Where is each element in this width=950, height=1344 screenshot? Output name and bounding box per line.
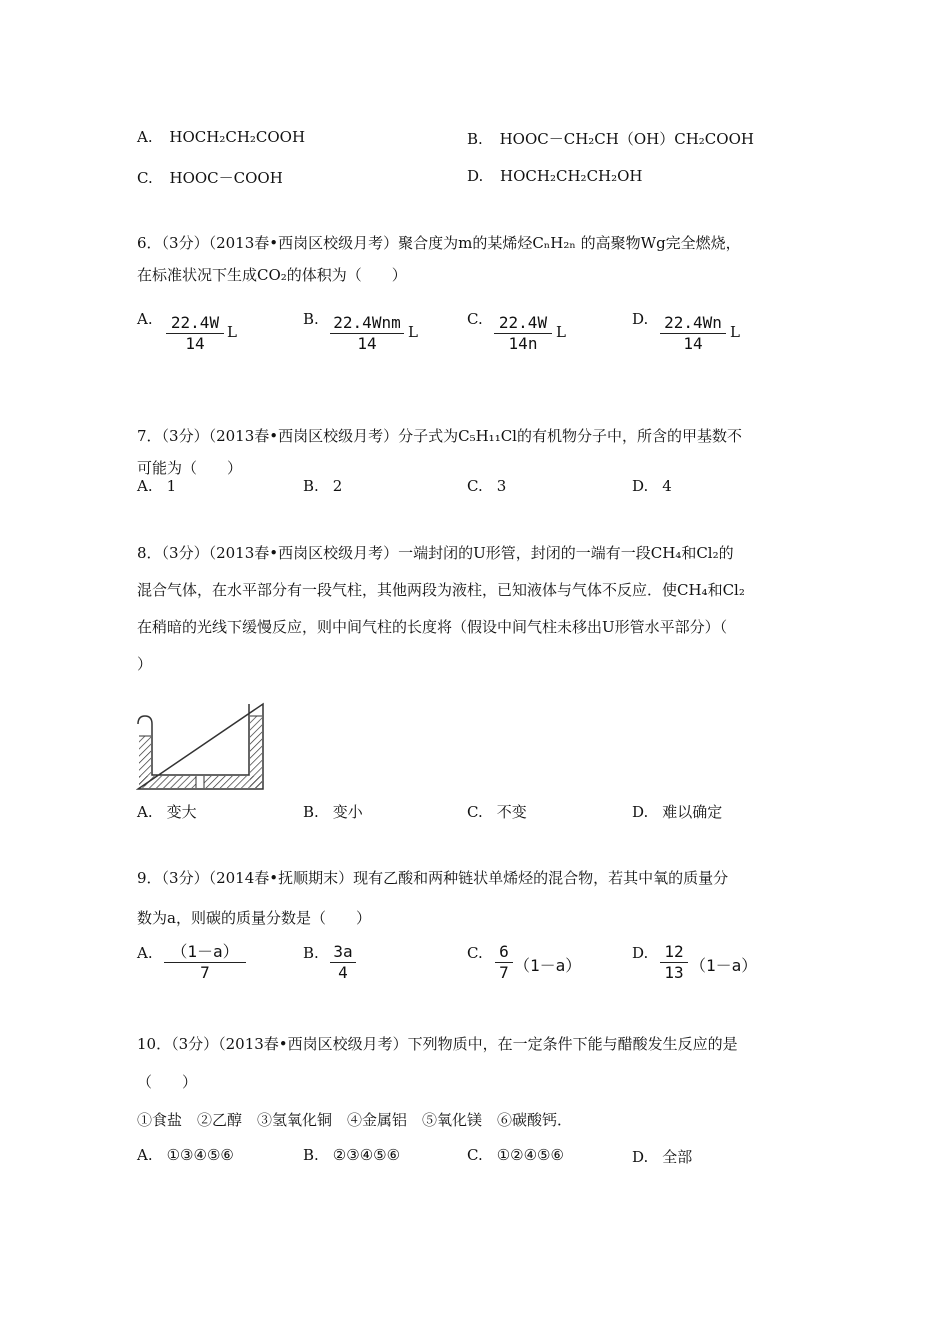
q5-option-a-text: HOCH₂CH₂COOH [169,128,306,146]
q6-option-a-unit: L [227,323,237,341]
q7-stem-line1: 7．（3分）（2013春•西岗区校级月考）分子式为C₅H₁₁Cl的有机物分子中，所含的甲基数不 [137,427,742,445]
q7-option-b: B. 2 [303,477,343,495]
q8-option-d: D. 难以确定 [632,803,723,821]
q7-option-c: C. 3 [467,477,507,495]
q5-option-b-text: HOOC－CH₂CH（OH）CH₂COOH [499,130,754,148]
q6-option-d: D. [632,310,649,328]
question-9 [137,858,817,938]
q8-option-c: C. 不变 [467,803,527,821]
q6-option-c-fraction: $\frac{22.4W}{14n}$ [494,313,552,354]
q6-option-d-fraction: $\frac{22.4Wn}{14}$ [660,313,726,354]
q7-option-a: A. 1 [137,477,177,495]
q9-option-b: B. [303,944,319,962]
q5-option-b: B. HOOC－CH₂CH（OH）CH₂COOH [467,130,754,148]
q10-option-b: B. ②③④⑤⑥ [303,1146,401,1164]
q7-option-d: D. 4 [632,477,672,495]
q5-option-c: C. HOOC－COOH [137,169,283,187]
q9-option-a: A. [137,944,153,962]
question-8 [137,535,817,683]
q8-stem-line1: 8．（3分）（2013春•西岗区校级月考）一端封闭的U形管，封闭的一端有一段CH₄和Cl₂的 [137,544,734,562]
q8-stem-line3: 在稍暗的光线下缓慢反应，则中间气柱的长度将（假设中间气柱未移出U形管水平部分）（ [137,618,728,636]
q6-stem-line2: 在标准状况下生成CO₂的体积为（ ） [137,266,407,284]
q9-option-c-fraction: $\frac{6}{7}$ [495,942,513,983]
u-tube-diagram [136,702,268,794]
q10-stem-line2: （ ） [137,1073,198,1091]
q8-option-b: B. 变小 [303,803,363,821]
q6-stem-line1: 6．（3分）（2013春•西岗区校级月考）聚合度为m的某烯烃CₙH₂ₙ 的高聚物Wg完全燃烧， [137,234,741,252]
q6-option-b: B. [303,310,319,328]
question-6 [137,227,817,291]
q5-option-a: A. HOCH₂CH₂COOH [137,128,306,146]
q9-option-d-fraction: $\frac{12}{13}$ [660,942,688,983]
q5-option-c-text: HOOC－COOH [169,169,283,187]
q6-option-d-unit: L [730,323,740,341]
q10-stem-line1: 10．（3分）（2013春•西岗区校级月考）下列物质中，在一定条件下能与醋酸发生反应的是 [137,1035,738,1053]
q6-option-b-unit: L [408,323,418,341]
q9-stem-line1: 9．（3分）（2014春•抚顺期末）现有乙酸和两种链状单烯烃的混合物，若其中氧的质量分 [137,869,729,887]
q8-stem-line4: ） [137,655,153,673]
q8-stem-line2: 混合气体，在水平部分有一段气柱，其他两段为液柱，已知液体与气体不反应．使CH₄和Cl₂ [137,581,745,599]
question-10 [137,1025,817,1139]
q6-option-a-fraction: $\frac{22.4W}{14}$ [166,313,224,354]
q5-option-d-text: HOCH₂CH₂CH₂OH [500,167,643,185]
q9-option-d-tail: （1－a） [690,956,758,975]
q8-option-a: A. 变大 [137,803,197,821]
q7-stem-line2: 可能为（ ） [137,459,243,477]
q10-option-a: A. ①③④⑤⑥ [137,1146,234,1164]
right-liquid-column [250,716,262,788]
q9-option-c-tail: （1－a） [514,956,582,975]
q9-stem-line2: 数为a，则碳的质量分数是（ ） [137,909,371,927]
q6-option-c-unit: L [556,323,566,341]
question-7 [137,420,817,484]
q10-option-d: D. 全部 [632,1148,693,1166]
q10-stem-line3: ①食盐 ②乙醇 ③氢氧化铜 ④金属铝 ⑤氧化镁 ⑥碳酸钙． [137,1111,573,1129]
q9-option-c: C. [467,944,483,962]
q6-option-c: C. [467,310,483,328]
q9-option-a-fraction: $\frac{(1-a)}{7}$ [164,942,246,983]
q9-option-b-fraction: $\frac{3a}{4}$ [330,942,356,983]
q6-option-b-fraction: 22.4Wnm 14 [330,313,404,354]
q5-option-d: D. HOCH₂CH₂CH₂OH [467,167,643,185]
q6-option-a: A. [137,310,153,328]
q10-option-c: C. ①②④⑤⑥ [467,1146,564,1164]
q9-option-d: D. [632,944,649,962]
